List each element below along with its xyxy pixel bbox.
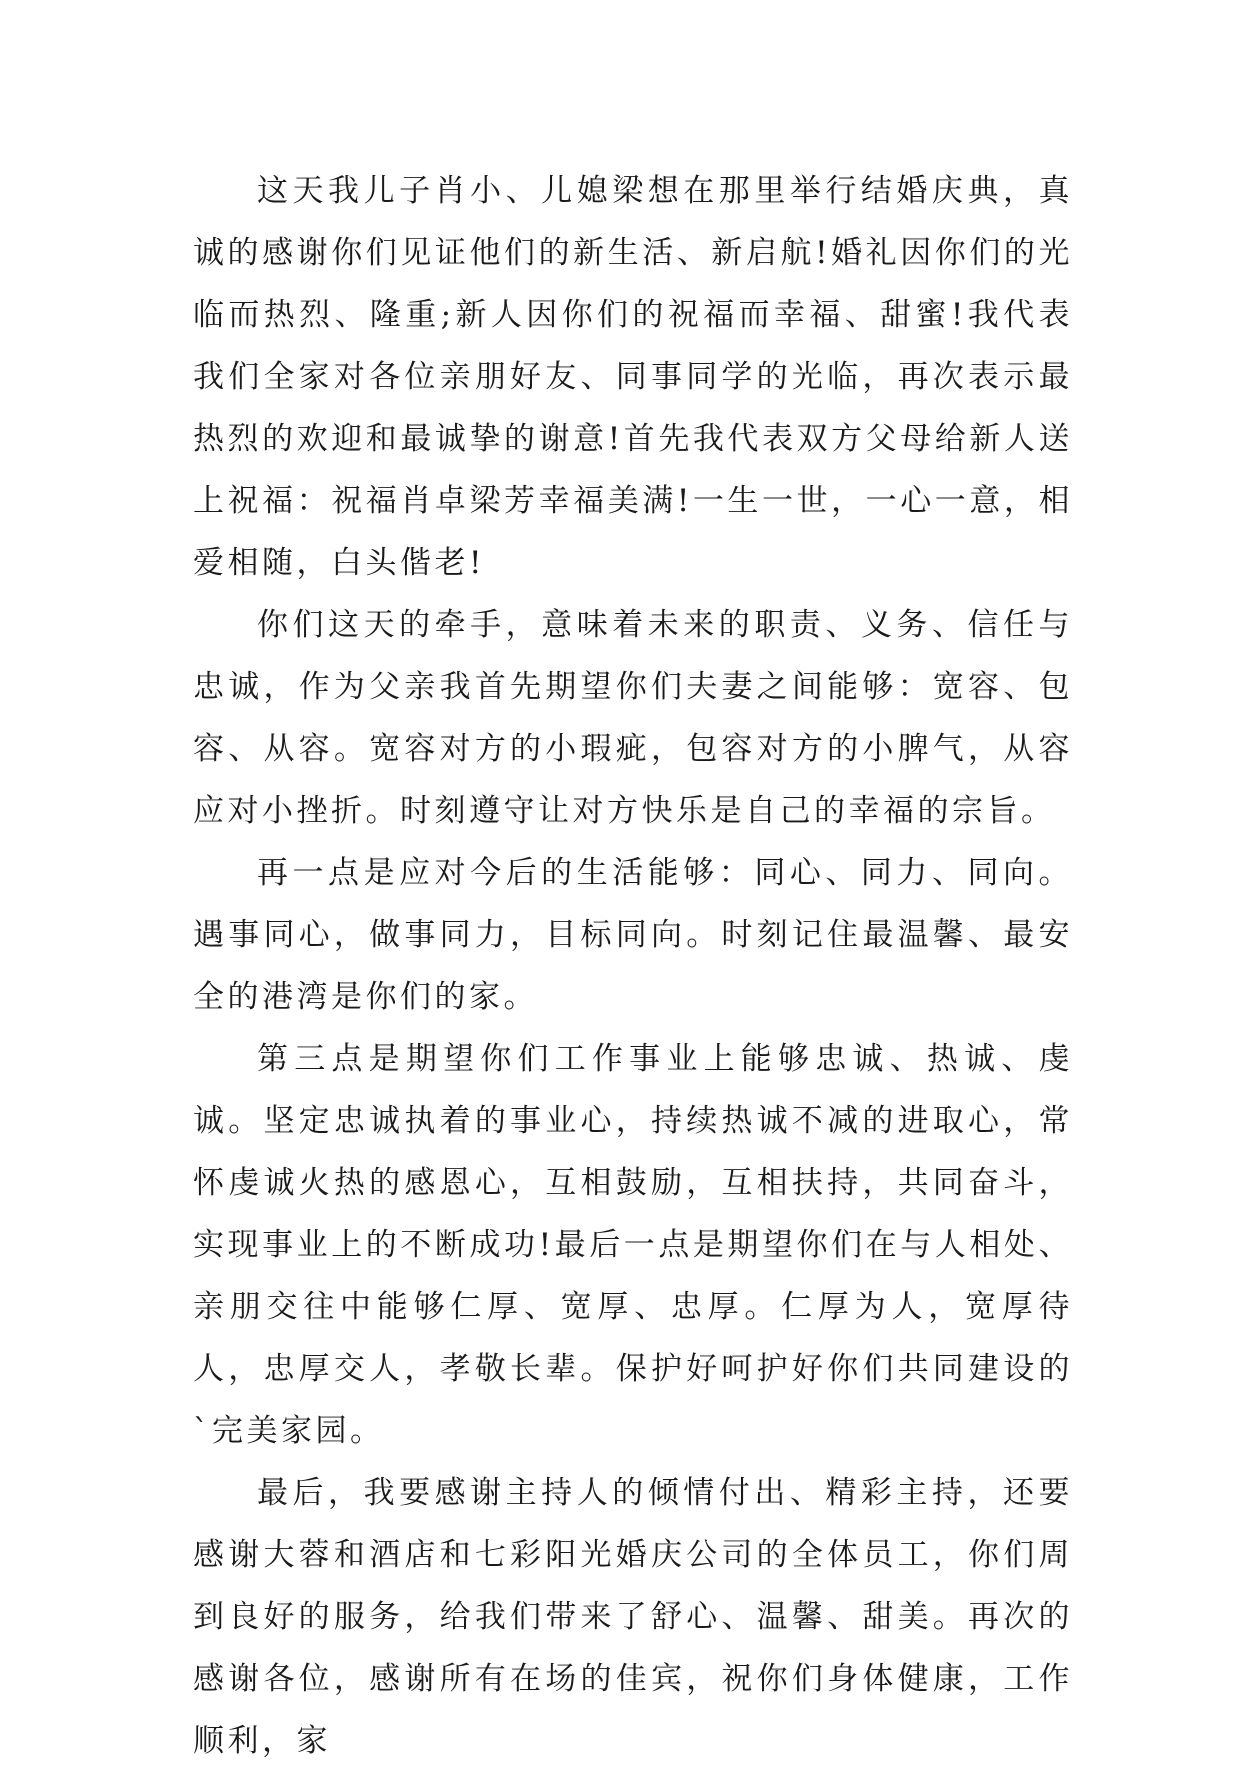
paragraph-1: 这天我儿子肖小、儿媳梁想在那里举行结婚庆典，真诚的感谢你们见证他们的新生活、新启航!婚礼因你们的光临而热烈、隆重;新人因你们的祝福而幸福、甜蜜!我代表我们全家对各位亲朋好友、同事同学的光临，再次表示最热烈的欢迎和最诚挚的谢意!首先我代表双方父母给新人送上祝福：祝福肖卓梁芳幸福美满!一生一世，一心一意，相爱相随，白头偕老! [193, 173, 1073, 581]
body-text [193, 160, 1073, 1772]
paragraph-3: 再一点是应对今后的生活能够：同心、同力、同向。遇事同心，做事同力，目标同向。时刻记住最温馨、最安全的港湾是你们的家。 [193, 855, 1073, 1015]
paragraph-5: 最后，我要感谢主持人的倾情付出、精彩主持，还要感谢大蓉和酒店和七彩阳光婚庆公司的全体员工，你们周到良好的服务，给我们带来了舒心、温馨、甜美。再次的感谢各位，感谢所有在场的佳宾，祝你们身体健康，工作顺利，家 [193, 1475, 1073, 1759]
paragraph-2: 你们这天的牵手，意味着未来的职责、义务、信任与忠诚，作为父亲我首先期望你们夫妻之间能够：宽容、包容、从容。宽容对方的小瑕疵，包容对方的小脾气，从容应对小挫折。时刻遵守让对方快乐是自己的幸福的宗旨。 [193, 607, 1073, 829]
paragraph-4: 第三点是期望你们工作事业上能够忠诚、热诚、虔诚。坚定忠诚执着的事业心，持续热诚不减的进取心，常怀虔诚火热的感恩心，互相鼓励，互相扶持，共同奋斗，实现事业上的不断成功!最后一点是期望你们在与人相处、亲朋交往中能够仁厚、宽厚、忠厚。仁厚为人，宽厚待人，忠厚交人，孝敬长辈。保护好呵护好你们共同建设的`完美家园。 [193, 1041, 1073, 1449]
